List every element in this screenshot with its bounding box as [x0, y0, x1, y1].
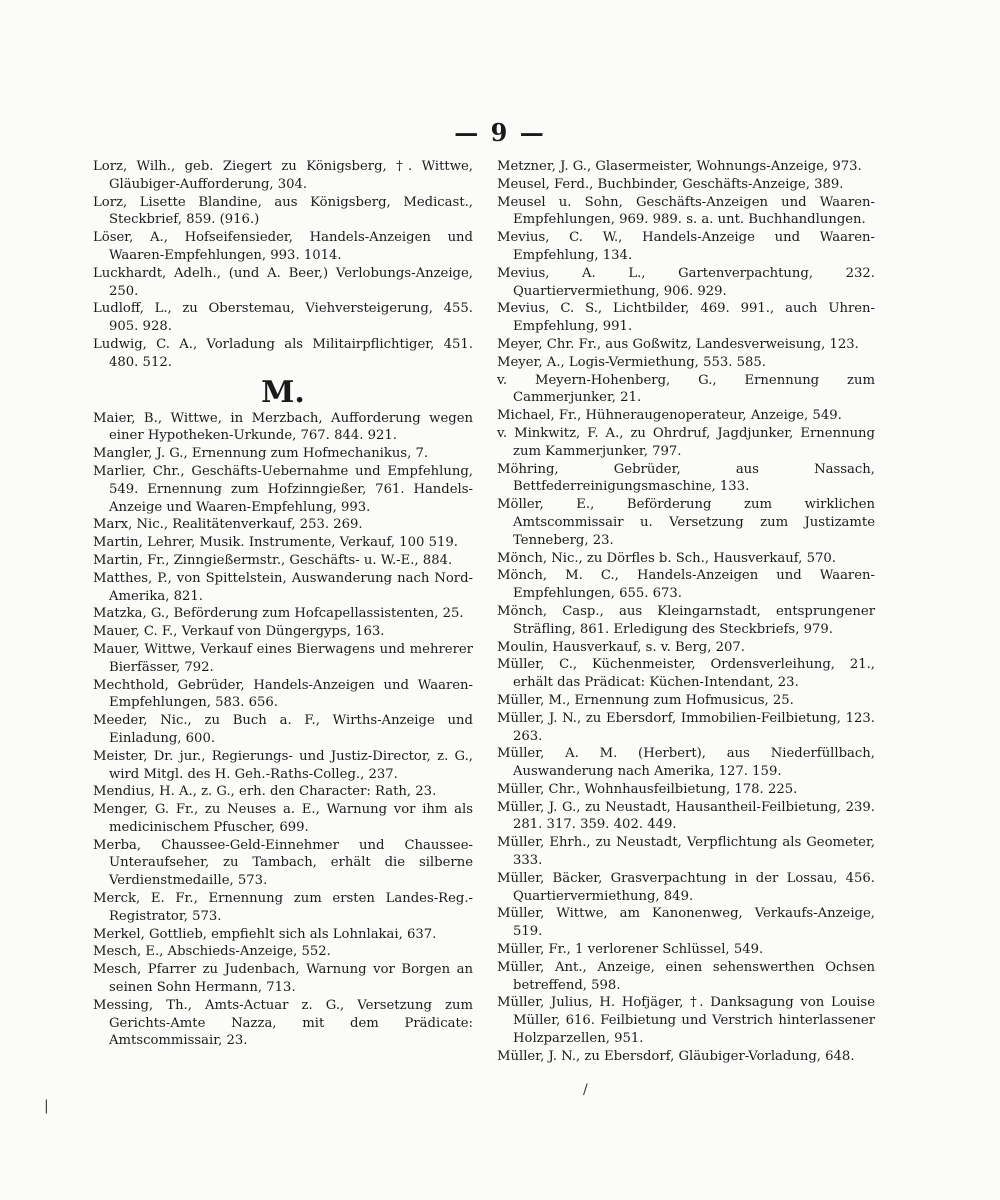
index-entry: Löser, A., Hofseifensieder, Handels-Anzeigen und Waaren-Empfehlungen, 993. 1014. [93, 230, 473, 263]
entries-m [93, 410, 473, 1051]
index-entry: Martin, Fr., Zinngießermstr., Geschäfts- u. W.-E., 884. [93, 552, 453, 568]
index-entry: Müller, Ehrh., zu Neustadt, Verpflichtung als Geometer, 333. [497, 835, 875, 869]
index-entry: Müller, J. N., zu Ebersdorf, Gläubiger-Vorladung, 648. [497, 1048, 855, 1064]
index-entry: Mevius, C. S., Lichtbilder, 469. 991., auch Uhren-Empfehlung, 991. [497, 301, 875, 335]
index-entry: Möhring, Gebrüder, aus Nassach, Bettfederreinigungsmaschine, 133. [497, 461, 875, 495]
index-entry: Müller, Wittwe, am Kanonenweg, Verkaufs-Anzeige, 519. [497, 906, 875, 940]
index-entry: Merck, E. Fr., Ernennung zum ersten Landes-Reg.-Registrator, 573. [93, 891, 473, 924]
margin-mark: | [44, 1098, 49, 1114]
entries-before-m [93, 158, 473, 372]
index-entry: Matzka, G., Beförderung zum Hofcapellassistenten, 25. [93, 606, 464, 622]
index-entry: Moulin, Hausverkauf, s. v. Berg, 207. [497, 639, 745, 655]
pencil-mark: / [583, 1082, 588, 1098]
index-entry: Meusel u. Sohn, Geschäfts-Anzeigen und Waaren-Empfehlungen, 969. 989. s. a. unt. Buchhandlungen. [497, 194, 875, 228]
index-entry: Maier, B., Wittwe, in Merzbach, Aufforderung wegen einer Hypotheken-Urkunde, 767. 844. 921. [93, 410, 473, 444]
index-entry: Marlier, Chr., Geschäfts-Uebernahme und Empfehlung, 549. Ernennung zum Hofzinngießer, 761. Handels-Anzeige und Waaren-Empfehlung, 993. [93, 463, 473, 515]
index-entry: Mesch, Pfarrer zu Judenbach, Warnung vor Borgen an seinen Sohn Hermann, 713. [93, 962, 473, 996]
index-entry: Mechthold, Gebrüder, Handels-Anzeigen und Waaren-Empfehlungen, 583. 656. [93, 677, 473, 711]
index-entry: Martin, Lehrer, Musik. Instrumente, Verkauf, 100 519. [93, 535, 458, 551]
index-entry: Mesch, E., Abschieds-Anzeige, 552. [93, 944, 331, 960]
page-number: — 9 — [454, 118, 546, 147]
index-entry: Mönch, Nic., zu Dörfles b. Sch., Hausverkauf, 570. [497, 550, 836, 566]
index-entry: Mevius, C. W., Handels-Anzeige und Waaren-Empfehlung, 134. [497, 230, 875, 263]
index-entry: Mauer, C. F., Verkauf von Düngergyps, 163. [93, 624, 385, 640]
index-entry: Meyer, A., Logis-Vermiethung, 553. 585. [497, 354, 766, 370]
index-entry: Möller, E., Beförderung zum wirklichen Amtscommissair u. Versetzung zum Justizamte Tenneberg, 23. [497, 497, 875, 548]
index-entry: Mangler, J. G., Ernennung zum Hofmechanikus, 7. [93, 446, 429, 462]
index-entry: v. Minkwitz, F. A., zu Ohrdruf, Jagdjunker, Ernennung zum Kammerjunker, 797. [497, 425, 875, 459]
index-entry: Merkel, Gottlieb, empfiehlt sich als Lohnlakai, 637. [93, 926, 437, 942]
index-entry: Meyer, Chr. Fr., aus Goßwitz, Landesverweisung, 123. [497, 336, 859, 352]
entries-right [497, 158, 875, 1066]
index-entry: Meister, Dr. jur., Regierungs- und Justiz-Director, z. G., wird Mitgl. des H. Geh.-Raths-Colleg., 237. [93, 748, 473, 782]
index-entry: Luckhardt, Adelh., (und A. Beer,) Verlobungs-Anzeige, 250. [93, 265, 473, 299]
index-entry: Ludwig, C. A., Vorladung als Militairpflichtiger, 451. 480. 512. [93, 336, 473, 370]
index-entry: Michael, Fr., Hühneraugenoperateur, Anzeige, 549. [497, 408, 842, 424]
index-entry: Matthes, P., von Spittelstein, Auswanderung nach Nord-Amerika, 821. [93, 570, 473, 604]
index-entry: Müller, A. M. (Herbert), aus Niederfüllbach, Auswanderung nach Amerika, 127. 159. [497, 746, 875, 780]
section-letter-m: M. [261, 374, 305, 410]
index-entry: Mauer, Wittwe, Verkauf eines Bierwagens und mehrerer Bierfässer, 792. [93, 641, 473, 675]
index-entry: Müller, Ant., Anzeige, einen sehenswerthen Ochsen betreffend, 598. [497, 959, 875, 993]
index-entry: Menger, G. Fr., zu Neuses a. E., Warnung vor ihm als medicinischem Pfuscher, 699. [93, 802, 473, 835]
index-entry: Müller, Chr., Wohnhausfeilbietung, 178. 225. [497, 781, 798, 797]
index-entry: Müller, Julius, H. Hofjäger, †. Danksagung von Louise Müller, 616. Feilbietung und Verstrich hinterlassener Holzparzellen, 951. [497, 995, 875, 1047]
index-entry: Müller, Bäcker, Grasverpachtung in der Lossau, 456. Quartiervermiethung, 849. [497, 870, 875, 904]
index-entry: Messing, Th., Amts-Actuar z. G., Versetzung zum Gerichts-Amte Nazza, mit dem Prädicate: Amtscommissair, 23. [93, 997, 473, 1049]
index-entry: Mönch, Casp., aus Kleingarnstadt, entsprungener Sträfling, 861. Erledigung des Steckbriefs, 979. [497, 603, 875, 637]
index-entry: Müller, J. G., zu Neustadt, Hausantheil-Feilbietung, 239. 281. 317. 359. 402. 449. [497, 799, 875, 833]
index-entry: Müller, M., Ernennung zum Hofmusicus, 25. [497, 692, 794, 708]
index-entry: Mendius, H. A., z. G., erh. den Character: Rath, 23. [93, 784, 437, 800]
index-entry: v. Meyern-Hohenberg, G., Ernennung zum Cammerjunker, 21. [497, 372, 875, 406]
index-entry: Müller, J. N., zu Ebersdorf, Immobilien-Feilbietung, 123. 263. [497, 710, 875, 744]
left-column [93, 158, 473, 1050]
index-entry: Metzner, J. G., Glasermeister, Wohnungs-Anzeige, 973. [497, 159, 862, 174]
index-entry: Müller, C., Küchenmeister, Ordensverleihung, 21., erhält das Prädicat: Küchen-Intendant, 23. [497, 657, 875, 691]
index-entry: Mönch, M. C., Handels-Anzeigen und Waaren-Empfehlungen, 655. 673. [497, 568, 875, 602]
index-entry: Ludloff, L., zu Oberstemau, Viehversteigerung, 455. 905. 928. [93, 301, 473, 335]
index-entry: Mevius, A. L., Gartenverpachtung, 232. Quartiervermiethung, 906. 929. [497, 265, 875, 299]
index-entry: Merba, Chaussee-Geld-Einnehmer und Chaussee-Unteraufseher, zu Tambach, erhält die silberne Verdienstmedaille, 573. [93, 837, 473, 889]
index-entry: Meusel, Ferd., Buchbinder, Geschäfts-Anzeige, 389. [497, 176, 844, 192]
index-entry: Lorz, Wilh., geb. Ziegert zu Königsberg, †. Wittwe, Gläubiger-Aufforderung, 304. [93, 159, 473, 192]
index-entry: Lorz, Lisette Blandine, aus Königsberg, Medicast., Steckbrief, 859. (916.) [93, 194, 473, 228]
right-column [497, 158, 875, 1066]
index-entry: Marx, Nic., Realitätenverkauf, 253. 269. [93, 517, 363, 533]
index-entry: Meeder, Nic., zu Buch a. F., Wirths-Anzeige und Einladung, 600. [93, 713, 473, 746]
index-entry: Müller, Fr., 1 verlorener Schlüssel, 549. [497, 942, 764, 958]
